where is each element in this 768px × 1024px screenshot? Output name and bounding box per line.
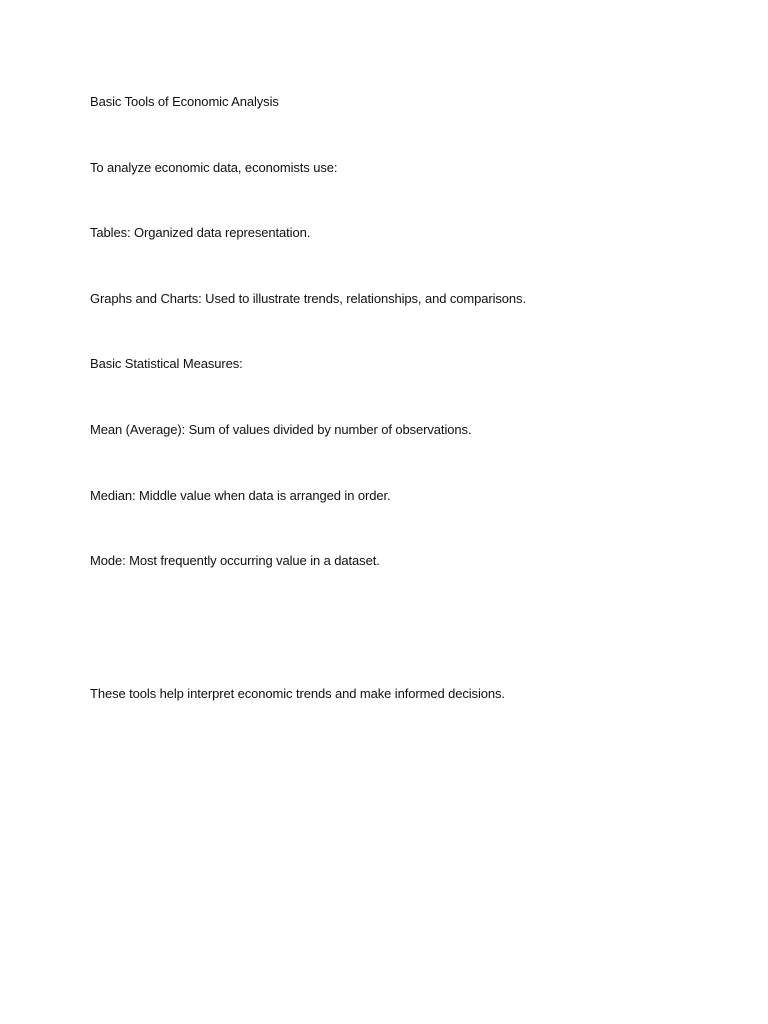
mode-paragraph: Mode: Most frequently occurring value in a dataset. [90, 553, 380, 568]
document-title: Basic Tools of Economic Analysis [90, 94, 279, 109]
graphs-charts-paragraph: Graphs and Charts: Used to illustrate trends, relationships, and comparisons. [90, 291, 526, 306]
intro-paragraph: To analyze economic data, economists use: [90, 160, 338, 175]
mean-paragraph: Mean (Average): Sum of values divided by number of observations. [90, 422, 472, 437]
statistical-measures-heading: Basic Statistical Measures: [90, 356, 243, 371]
conclusion-paragraph: These tools help interpret economic trends and make informed decisions. [90, 686, 505, 701]
tables-paragraph: Tables: Organized data representation. [90, 225, 311, 240]
median-paragraph: Median: Middle value when data is arranged in order. [90, 488, 391, 503]
